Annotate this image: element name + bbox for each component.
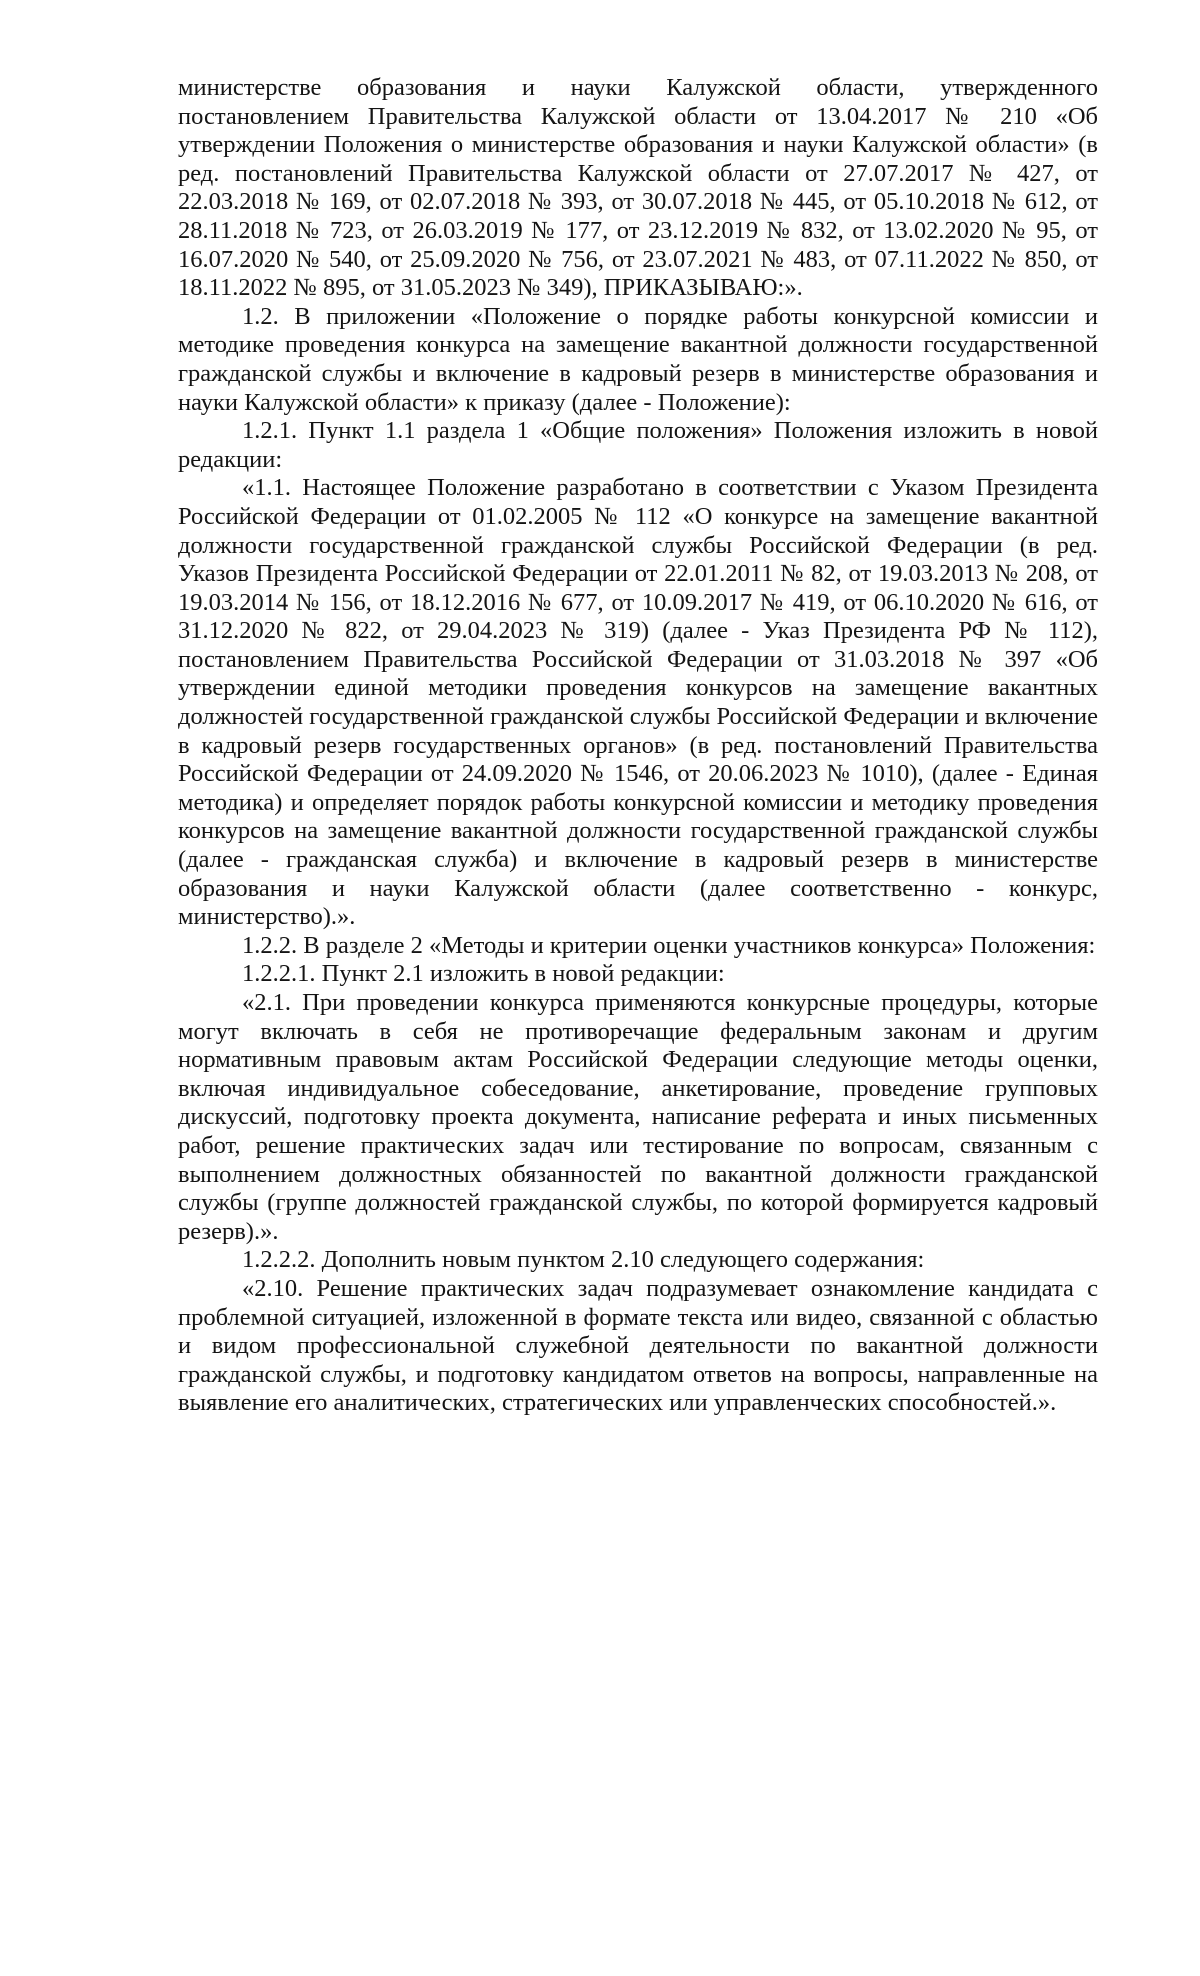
paragraph-2-10-quote: «2.10. Решение практических задач подразумевает ознакомление кандидата с проблемной ситуацией, изложенной в формате текста или видео, связанной с областью и видом профессиональной служебной деятельности по вакантной должности гражданской службы, и подготовку кандидатом ответов на вопросы, направленные на выявление его аналитических, стратегических или управленческих способностей.». — [178, 1274, 1098, 1417]
paragraph-1-1-quote: «1.1. Настоящее Положение разработано в соответствии с Указом Президента Российской Федерации от 01.02.2005 № 112 «О конкурсе на замещение вакантной должности государственной гражданской службы Российской Федерации (в ред. Указов Президента Российской Федерации от 22.01.2011 № 82, от 19.03.2013 № 208, от 19.03.2014 № 156, от 18.12.2016 № 677, от 10.09.2017 № 419, от 06.10.2020 № 616, от 31.12.2020 № 822, от 29.04.2023 № 319) (далее - Указ Президента РФ № 112), постановлением Правительства Российской Федерации от 31.03.2018 № 397 «Об утверждении единой методики проведения конкурсов на замещение вакантных должностей государственной гражданской службы Российской Федерации и включение в кадровый резерв государственных органов» (в ред. постановлений Правительства Российской Федерации от 24.09.2020 № 1546, от 20.06.2023 № 1010), (далее - Единая методика) и определяет порядок работы конкурсной комиссии и методику проведения конкурсов на замещение вакантной должности государственной гражданской службы (далее - гражданская служба) и включение в кадровый резерв в министерстве образования и науки Калужской области (далее соответственно - конкурс, министерство).». — [178, 474, 1098, 931]
paragraph-1-2-2: 1.2.2. В разделе 2 «Методы и критерии оценки участников конкурса» Положения: — [242, 931, 1096, 959]
paragraph-continuation: министерстве образования и науки Калужской области, утвержденного постановлением Правительства Калужской области от 13.04.2017 № 210 «Об утверждении Положения о министерстве образования и науки Калужской области» (в ред. постановлений Правительства Калужской области от 27.07.2017 № 427, от 22.03.2018 № 169, от 02.07.2018 № 393, от 30.07.2018 № 445, от 05.10.2018 № 612, от 28.11.2018 № 723, от 26.03.2019 № 177, от 23.12.2019 № 832, от 13.02.2020 № 95, от 16.07.2020 № 540, от 25.09.2020 № 756, от 23.07.2021 № 483, от 07.11.2022 № 850, от 18.11.2022 № 895, от 31.05.2023 № 349), ПРИКАЗЫВАЮ:». — [178, 74, 1098, 302]
paragraph-2-1-quote: «2.1. При проведении конкурса применяются конкурсные процедуры, которые могут включать в себя не противоречащие федеральным законам и другим нормативным правовым актам Российской Федерации следующие методы оценки, включая индивидуальное собеседование, анкетирование, проведение групповых дискуссий, подготовку проекта документа, написание реферата и иных письменных работ, решение практических задач или тестирование по вопросам, связанным с выполнением должностных обязанностей по вакантной должности гражданской службы (группе должностей гражданской службы, по которой формируется кадровый резерв).». — [178, 989, 1098, 1245]
document-body — [178, 74, 1098, 1418]
paragraph-1-2-2-2: 1.2.2.2. Дополнить новым пунктом 2.10 следующего содержания: — [242, 1246, 925, 1274]
paragraph-1-2-1: 1.2.1. Пункт 1.1 раздела 1 «Общие положения» Положения изложить в новой редакции: — [178, 417, 1098, 473]
paragraph-1-2: 1.2. В приложении «Положение о порядке работы конкурсной комиссии и методике проведения конкурса на замещение вакантной должности государственной гражданской службы и включение в кадровый резерв в министерстве образования и науки Калужской области» к приказу (далее - Положение): — [178, 302, 1098, 416]
paragraph-1-2-2-1: 1.2.2.1. Пункт 2.1 изложить в новой редакции: — [242, 960, 725, 988]
